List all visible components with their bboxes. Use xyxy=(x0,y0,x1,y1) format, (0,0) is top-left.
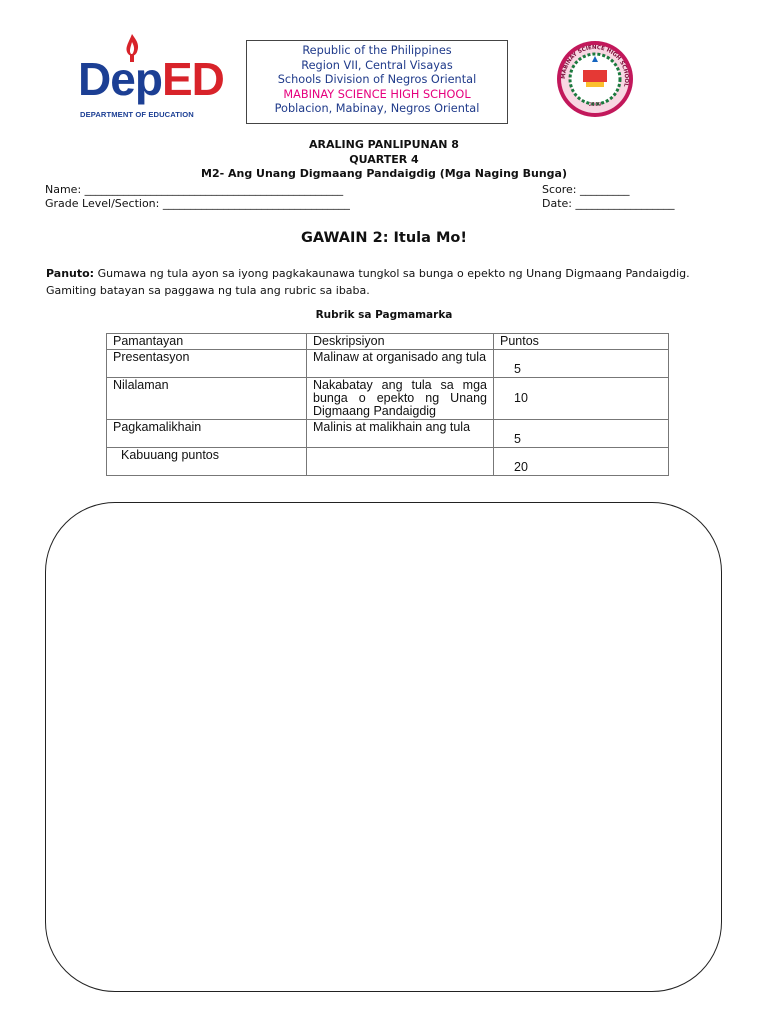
rubric-description: Nakabatay ang tula sa mga bunga o epekto ng Unang Digmaang Pandaigdig xyxy=(307,378,494,420)
rubric-points: 20 xyxy=(514,460,528,474)
table-row xyxy=(107,378,669,420)
activity-title: GAWAIN 2: Itula Mo! xyxy=(300,230,467,246)
module-title: M2- Ang Unang Digmaang Pandaigdig (Mga Naging Bunga) xyxy=(201,167,567,180)
seal-ring-text: MABINAY SCIENCE HIGH SCHOOL xyxy=(560,44,630,88)
instructions-label: Panuto: xyxy=(46,267,95,280)
rubric-criterion: Nilalaman xyxy=(107,378,307,420)
poem-answer-box[interactable] xyxy=(45,502,722,992)
header-line-address: Poblacion, Mabinay, Negros Oriental xyxy=(274,102,480,115)
rubric-description xyxy=(307,448,494,476)
subject-title: ARALING PANLIPUNAN 8 xyxy=(309,138,459,151)
table-row xyxy=(107,420,669,448)
logo-letter-e: e xyxy=(110,53,135,105)
header-line-republic: Republic of the Philippines xyxy=(302,44,452,57)
date-field[interactable]: Date: __________________ xyxy=(542,197,675,210)
rubric-header-row xyxy=(107,334,669,350)
header-line-school: MABINAY SCIENCE HIGH SCHOOL xyxy=(283,87,471,101)
rubric-header-description: Deskripsiyon xyxy=(307,334,494,350)
rubric-header-points: Puntos xyxy=(494,334,669,350)
logo-subtitle: DEPARTMENT OF EDUCATION xyxy=(80,110,194,119)
school-header-box xyxy=(246,40,508,124)
rubric-points: 5 xyxy=(514,362,521,376)
deped-logo xyxy=(78,34,224,124)
rubric-description: Malinis at malikhain ang tula xyxy=(307,420,494,448)
rubric-points: 5 xyxy=(514,432,521,446)
name-field[interactable]: Name: _______________________________________________ xyxy=(45,183,344,196)
header-line-division: Schools Division of Negros Oriental xyxy=(277,73,477,86)
rubric-title: Rubrik sa Pagmamarka xyxy=(315,309,453,321)
rubric-points: 10 xyxy=(514,391,528,405)
score-field[interactable]: Score: _________ xyxy=(542,183,630,196)
logo-letter-p: p xyxy=(134,53,162,105)
table-row xyxy=(107,448,669,476)
table-row xyxy=(107,350,669,378)
rubric-criterion: Kabuuang puntos xyxy=(107,448,307,476)
seal-year: 2009 xyxy=(588,102,602,108)
instructions-text: Gumawa ng tula ayon sa iyong pagkakaunawa tungkol sa bunga o epekto ng Unang Digmaang Pandaigdig. Gamiting batayan sa paggawa ng tula ang rubric sa ibaba. xyxy=(46,267,690,297)
instructions xyxy=(46,266,726,299)
header-line-region: Region VII, Central Visayas xyxy=(301,58,453,72)
quarter-title: QUARTER 4 xyxy=(349,153,419,166)
rubric-table xyxy=(106,333,669,476)
rubric-criterion: Pagkamalikhain xyxy=(107,420,307,448)
rubric-description: Malinaw at organisado ang tula xyxy=(307,350,494,378)
logo-letters-ed: ED xyxy=(161,53,224,105)
rubric-criterion: Presentasyon xyxy=(107,350,307,378)
rubric-header-criterion: Pamantayan xyxy=(107,334,307,350)
school-seal-icon xyxy=(556,40,634,118)
grade-section-field[interactable]: Grade Level/Section: __________________________________ xyxy=(45,197,350,210)
logo-letter-d: D xyxy=(78,53,111,105)
